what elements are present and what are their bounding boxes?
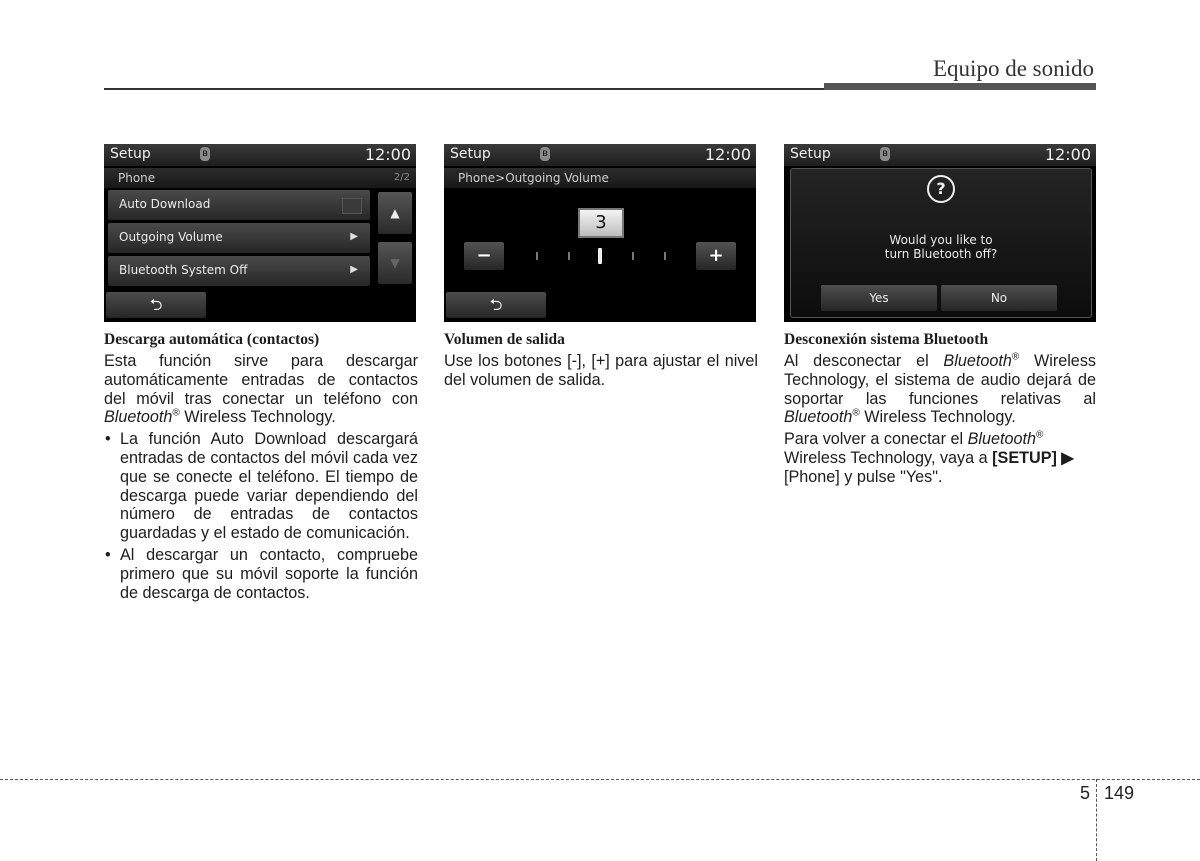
section-output-volume — [444, 330, 758, 393]
screen-title: Setup — [790, 146, 831, 162]
menu-item-label: Outgoing Volume — [119, 230, 223, 244]
scroll-down-icon[interactable]: ▼ — [378, 242, 412, 284]
menu-item-label: Bluetooth System Off — [119, 263, 248, 277]
volume-level-marker[interactable] — [598, 248, 602, 264]
back-button[interactable]: ⮌ — [446, 292, 546, 318]
phone-setup-screen — [104, 144, 416, 322]
list-item: • La función Auto Download descargará entradas de contactos del móvil cada vez que se conecte el teléfono. El tiempo de descarga puede variar dependiendo del número de entradas de contactos guardadas y el estado de comunicación. — [104, 430, 418, 543]
screen-title: Setup — [110, 146, 151, 162]
chevron-right-icon: ▶ — [350, 264, 358, 275]
volume-tick — [568, 252, 570, 260]
paragraph: Esta función sirve para descargar automáticamente entradas de contactos del móvil tras conectar un teléfono con Bluetooth® Wireless Technology. — [104, 352, 418, 427]
section-heading: Desconexión sistema Bluetooth — [784, 331, 989, 348]
section-heading: Descarga automática (contactos) — [104, 331, 320, 348]
bluetooth-icon: ʙ — [540, 147, 550, 161]
bluetooth-icon: ʙ — [200, 147, 210, 161]
status-bar — [784, 144, 1096, 166]
section-auto-download — [104, 330, 418, 605]
volume-minus-button[interactable]: − — [464, 242, 504, 270]
header-title: Equipo de sonido — [933, 56, 1094, 81]
menu-item-bluetooth-system-off[interactable] — [108, 256, 370, 286]
paragraph: Para volver a conectar el Bluetooth® Wireless Technology, vaya a [SETUP] ▶ [Phone] y pulse "Yes". — [784, 429, 1074, 486]
volume-plus-button[interactable]: + — [696, 242, 736, 270]
header-rule — [104, 88, 824, 90]
chevron-right-icon: ▶ — [350, 231, 358, 242]
breadcrumb — [444, 168, 756, 188]
page-number: 149 — [1104, 783, 1135, 803]
yes-button[interactable]: Yes — [821, 285, 937, 311]
volume-value: 3 — [578, 208, 624, 238]
footer-rule — [0, 779, 1200, 780]
breadcrumb-label: Phone>Outgoing Volume — [458, 171, 609, 185]
menu-item-outgoing-volume[interactable] — [108, 223, 370, 253]
page-indicator: 2/2 — [393, 172, 410, 183]
question-icon: ? — [927, 175, 955, 203]
chapter-number: 5 — [1080, 783, 1091, 803]
back-button[interactable]: ⮌ — [106, 292, 206, 318]
volume-tick — [632, 252, 634, 260]
menu-item-label: Auto Download — [119, 197, 211, 211]
footer-divider — [1096, 779, 1097, 861]
bluetooth-off-screen — [784, 144, 1096, 322]
confirm-dialog — [790, 168, 1092, 318]
bluetooth-icon: ʙ — [880, 147, 890, 161]
checkbox[interactable] — [342, 198, 362, 214]
outgoing-volume-screen — [444, 144, 756, 322]
dialog-line: Would you like to — [889, 233, 993, 247]
status-bar — [444, 144, 756, 166]
dialog-line: turn Bluetooth off? — [884, 247, 998, 261]
clock: 12:00 — [1044, 145, 1091, 164]
screen-title: Setup — [450, 146, 491, 162]
volume-tick — [664, 252, 666, 260]
clock: 12:00 — [364, 145, 411, 164]
paragraph: Al desconectar el Bluetooth® Wireless Technology, el sistema de audio dejará de soportar las funciones relativas al Bluetooth® Wireless Technology. — [784, 351, 1097, 427]
status-bar — [104, 144, 416, 166]
no-button[interactable]: No — [941, 285, 1057, 311]
volume-tick — [536, 252, 538, 260]
menu-item-auto-download[interactable] — [108, 190, 370, 220]
header-rule-accent — [824, 83, 1096, 90]
breadcrumb — [104, 168, 416, 188]
dialog-message — [791, 233, 1091, 261]
section-bluetooth-off — [784, 330, 1096, 490]
list-item: • Al descargar un contacto, compruebe primero que su móvil soporte la función de descarga de contactos. — [104, 546, 418, 602]
scroll-up-icon[interactable]: ▲ — [378, 192, 412, 234]
breadcrumb-label: Phone — [118, 171, 156, 185]
bullet-list — [104, 430, 418, 602]
section-heading: Volumen de salida — [444, 331, 565, 348]
paragraph: Use los botones [-], [+] para ajustar el nivel del volumen de salida. — [444, 352, 758, 389]
clock: 12:00 — [704, 145, 751, 164]
